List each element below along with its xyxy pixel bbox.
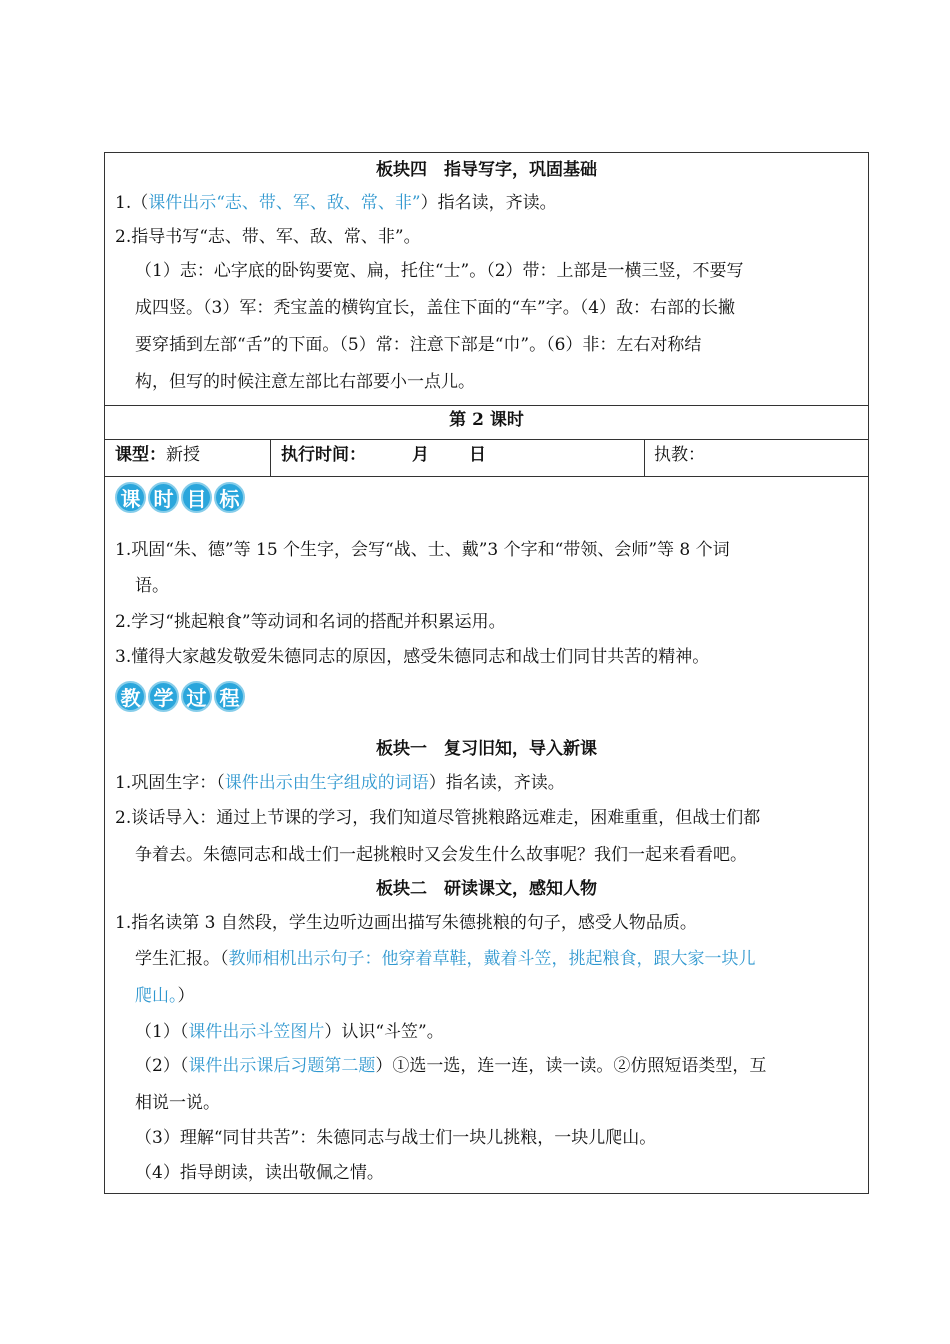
section2-sub3: （3）理解“同甘共苦”：朱德同志与战士们一块儿挑粮，一块儿爬山。 — [135, 1128, 657, 1148]
badge-char: 教 — [115, 681, 146, 712]
section2-report-cont: 爬山。） — [135, 986, 195, 1006]
goal-1: 1.巩固“朱、德”等 15 个生字，会写“战、士、戴”3 个字和“带领、会师”等 8 个词 — [115, 540, 730, 560]
goal-2: 2.学习“挑起粮食”等动词和名词的搭配并积累运用。 — [115, 612, 506, 632]
badge-char: 目 — [181, 482, 212, 513]
divider — [105, 439, 868, 440]
section2-item1: 1.指名读第 3 自然段，学生边听边画出描写朱德挑粮的句子，感受人物品质。 — [115, 913, 697, 933]
process-badge — [115, 681, 245, 712]
section2-title: 板块二 研读课文，感知人物 — [376, 879, 597, 899]
lesson-type: 课型：新授 — [115, 445, 200, 465]
teacher-label: 执教： — [654, 445, 705, 465]
section1-item2-line1: 2.谈话导入：通过上节课的学习，我们知道尽管挑粮路远难走，困难重重，但战士们都 — [115, 808, 761, 828]
section1-item2-line2: 争着去。朱德同志和战士们一起挑粮时又会发生什么故事呢？我们一起来看看吧。 — [135, 845, 747, 865]
section2-sub2-cont: 相说一说。 — [135, 1093, 220, 1113]
section4-item1: 1.（课件出示“志、带、军、敌、常、非”）指名读，齐读。 — [115, 193, 557, 213]
section2-sub4: （4）指导朗读，读出敬佩之情。 — [135, 1163, 384, 1183]
lesson2-title: 第 2 课时 — [449, 410, 524, 430]
badge-char: 课 — [115, 482, 146, 513]
section1-item1: 1.巩固生字：（课件出示由生字组成的词语）指名读，齐读。 — [115, 773, 565, 793]
divider — [105, 405, 868, 406]
badge-char: 时 — [148, 482, 179, 513]
section4-para-line4: 构，但写的时候注意左部比右部要小一点儿。 — [135, 372, 475, 392]
section2-sub2: （2）（课件出示课后习题第二题）①选一选，连一连，读一读。②仿照短语类型，互 — [135, 1056, 767, 1076]
section4-para-line3: 要穿插到左部“舌”的下面。（5）常：注意下部是“巾”。（6）非：左右对称结 — [135, 335, 702, 355]
badge-char: 过 — [181, 681, 212, 712]
section4-item2: 2.指导书写“志、带、军、敌、常、非”。 — [115, 227, 421, 247]
section1-title: 板块一 复习旧知，导入新课 — [376, 739, 597, 759]
goal-1-cont: 语。 — [135, 576, 169, 596]
divider — [105, 476, 868, 477]
goal-3: 3.懂得大家越发敬爱朱德同志的原因，感受朱德同志和战士们同甘共苦的精神。 — [115, 647, 710, 667]
section4-para-line2: 成四竖。（3）军：秃宝盖的横钩宜长，盖住下面的“车”字。（4）敌：右部的长撇 — [135, 298, 736, 318]
lesson-plan-table — [104, 152, 869, 1194]
section4-para-line1: （1）志：心字底的卧钩要宽、扁，托住“士”。（2）带：上部是一横三竖，不要写 — [135, 261, 744, 281]
section2-report: 学生汇报。（教师相机出示句子：他穿着草鞋，戴着斗笠，挑起粮食，跟大家一块儿 — [135, 949, 756, 969]
execution-time: 执行时间： 月 日 — [281, 445, 486, 465]
badge-char: 学 — [148, 681, 179, 712]
goals-badge — [115, 482, 245, 513]
section2-sub1: （1）（课件出示斗笠图片）认识“斗笠”。 — [135, 1022, 444, 1042]
divider — [644, 439, 645, 476]
divider — [270, 439, 271, 476]
section4-title: 板块四 指导写字，巩固基础 — [376, 160, 597, 180]
badge-char: 程 — [214, 681, 245, 712]
badge-char: 标 — [214, 482, 245, 513]
